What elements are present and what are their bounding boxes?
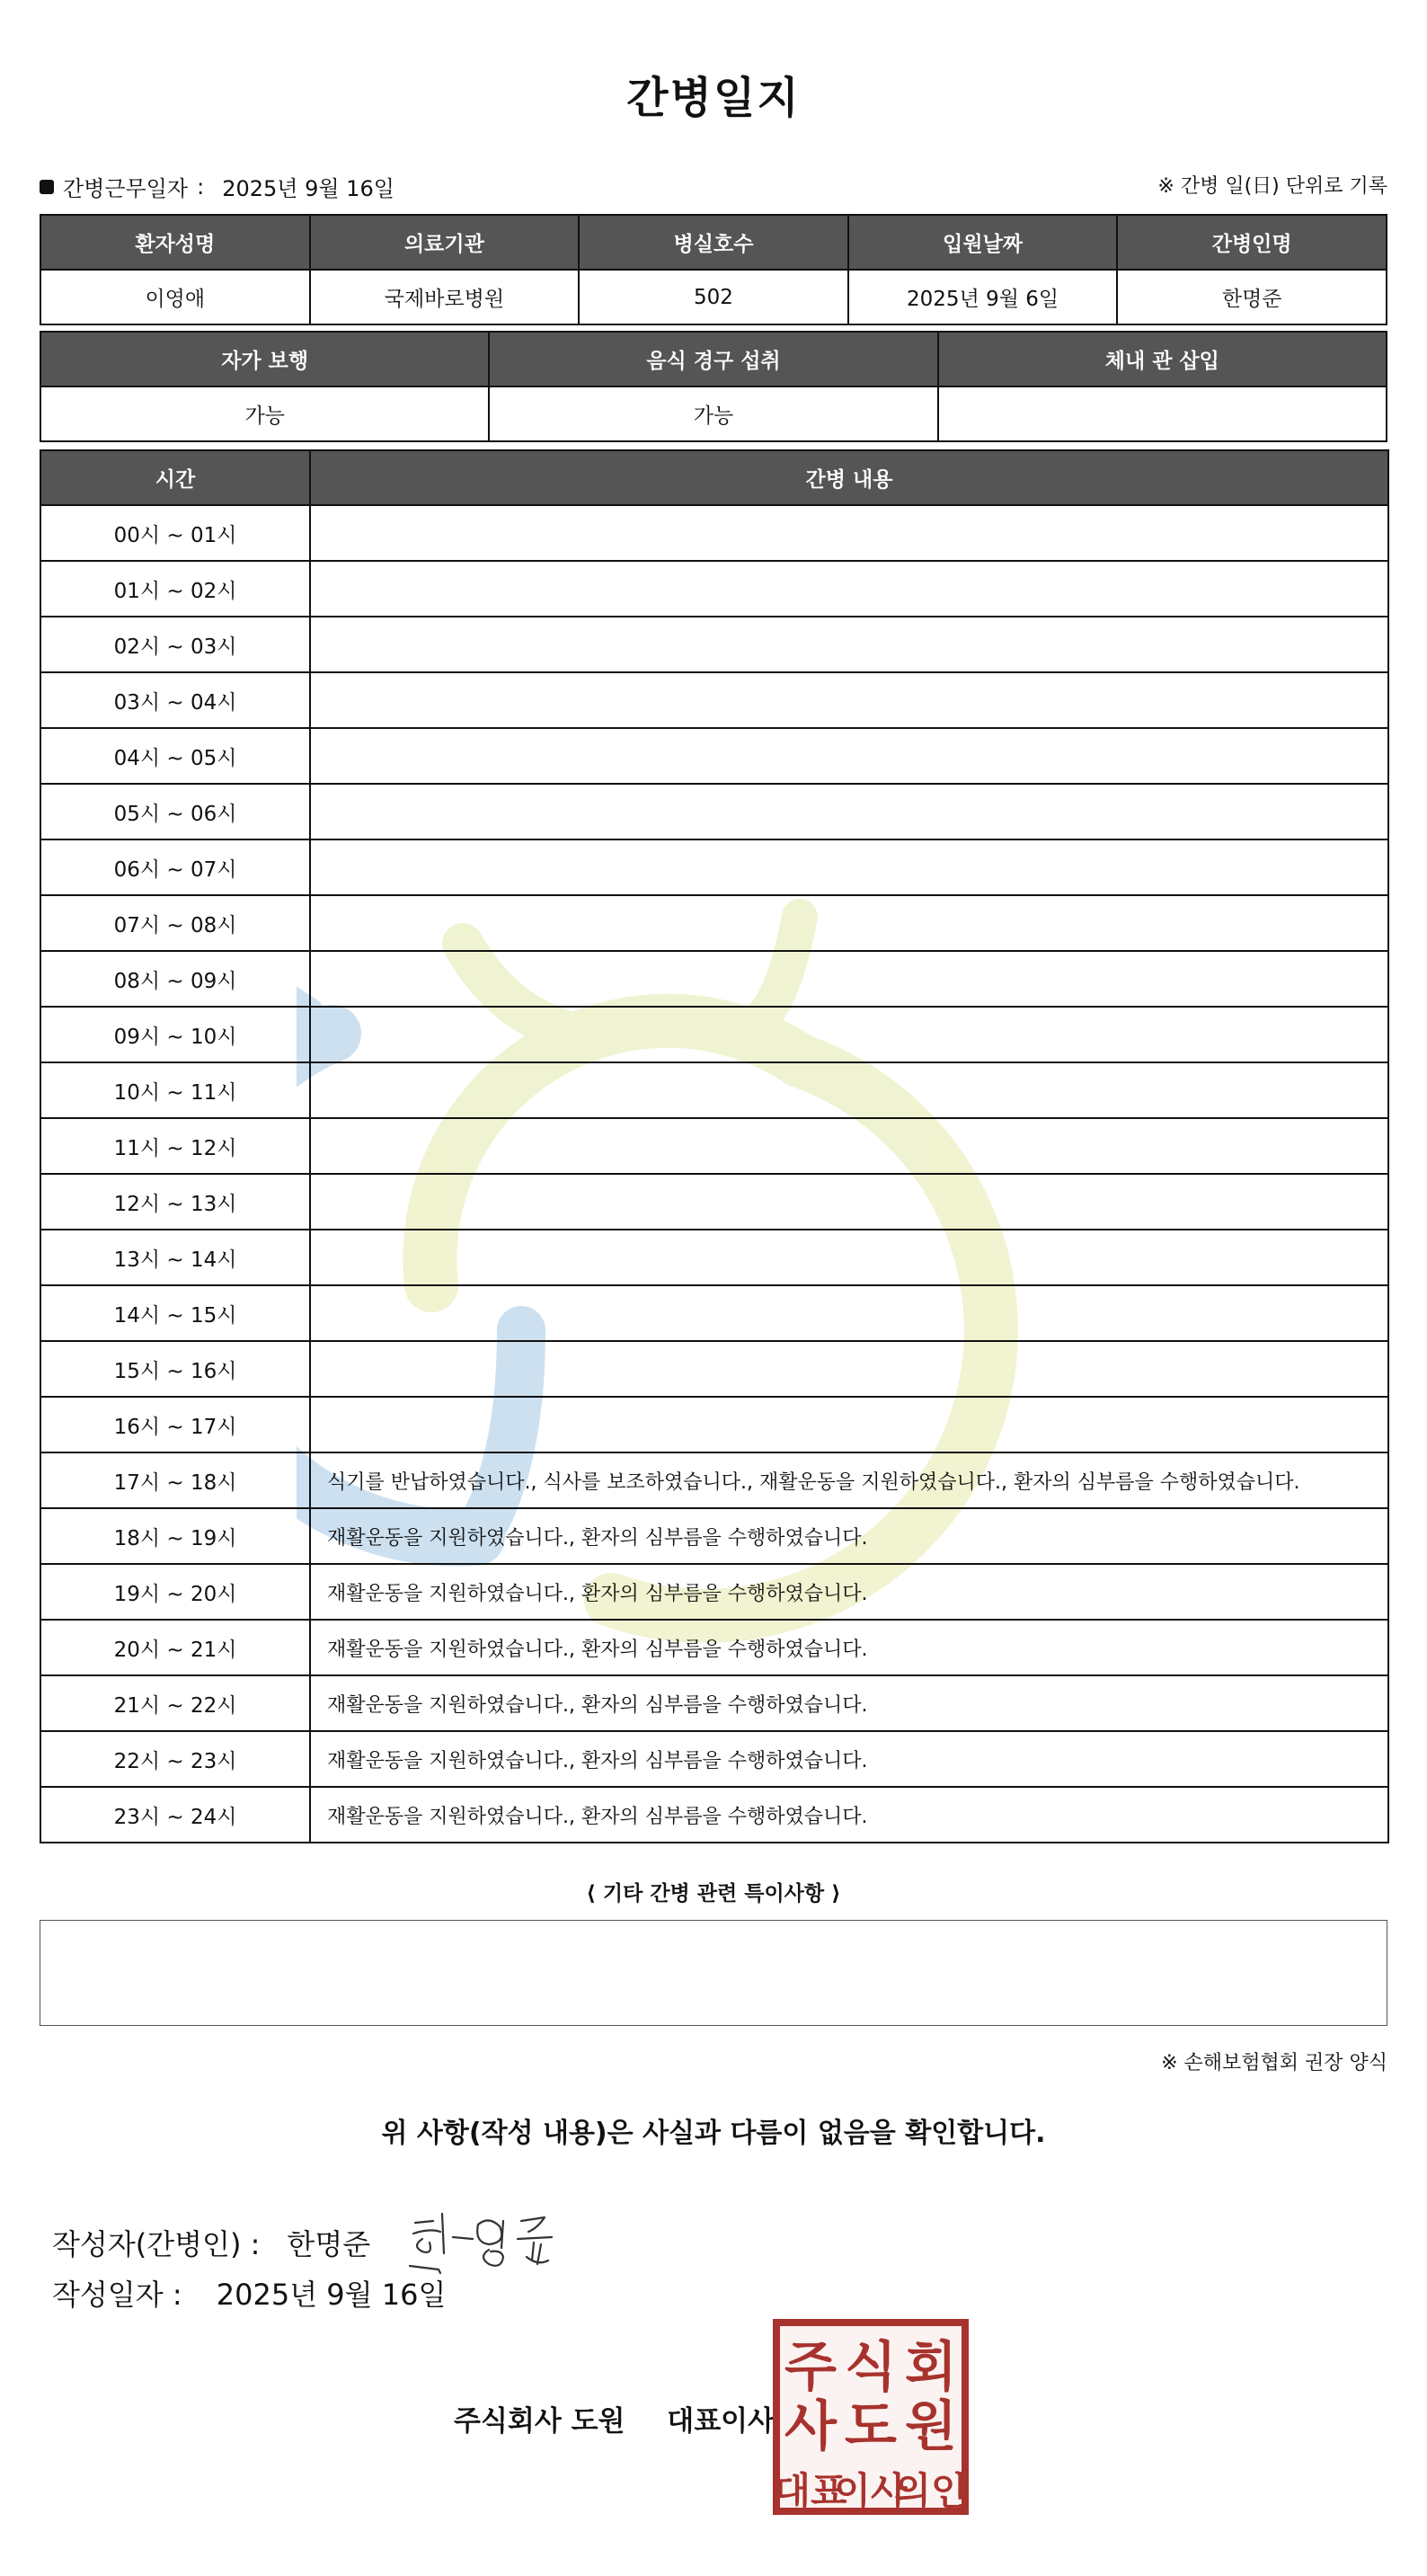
care-content <box>310 951 1388 1007</box>
seal-char: 회 <box>905 2336 957 2399</box>
time-slot: 23시 ~ 24시 <box>40 1787 310 1843</box>
representative-title: 대표이사 <box>667 2405 776 2438</box>
care-content <box>310 1174 1388 1230</box>
header-patient-name: 환자성명 <box>40 215 310 270</box>
care-content <box>310 1007 1388 1062</box>
table-row <box>40 1397 1388 1452</box>
table-row <box>40 1564 1388 1620</box>
care-log-rows <box>40 505 1388 1843</box>
care-content <box>310 728 1388 784</box>
table-row <box>40 1787 1388 1843</box>
time-slot: 10시 ~ 11시 <box>40 1062 310 1118</box>
self-walking-value: 가능 <box>40 386 489 441</box>
time-slot: 00시 ~ 01시 <box>40 505 310 561</box>
unit-note: ※ 간병 일(日) 단위로 기록 <box>1157 175 1387 198</box>
header-admission-date: 입원날짜 <box>848 215 1118 270</box>
seal-char: 이사 <box>834 2469 908 2513</box>
table-row <box>40 784 1388 839</box>
care-content <box>310 1397 1388 1452</box>
table-row <box>40 1675 1388 1731</box>
header-self-walking: 자가 보행 <box>40 332 489 386</box>
care-content <box>310 1341 1388 1397</box>
care-content: 재활운동을 지원하였습니다., 환자의 심부름을 수행하였습니다. <box>310 1731 1388 1787</box>
care-content <box>310 617 1388 672</box>
care-content <box>310 561 1388 617</box>
writer-line <box>52 2207 573 2278</box>
table-row <box>40 617 1388 672</box>
header-oral-intake: 음식 경구 섭취 <box>489 332 937 386</box>
time-slot: 18시 ~ 19시 <box>40 1508 310 1564</box>
header-caregiver-name: 간병인명 <box>1117 215 1387 270</box>
table-row <box>40 386 1387 441</box>
table-row <box>40 728 1388 784</box>
care-content <box>310 1118 1388 1174</box>
special-notes-box <box>40 1920 1387 2026</box>
written-date-value: 2025년 9월 16일 <box>216 2278 447 2312</box>
table-row <box>40 561 1388 617</box>
time-slot: 07시 ~ 08시 <box>40 895 310 951</box>
care-content: 재활운동을 지원하였습니다., 환자의 심부름을 수행하였습니다. <box>310 1564 1388 1620</box>
table-row <box>40 1230 1388 1285</box>
time-slot: 09시 ~ 10시 <box>40 1007 310 1062</box>
care-content: 재활운동을 지원하였습니다., 환자의 심부름을 수행하였습니다. <box>310 1675 1388 1731</box>
table-row <box>40 1452 1388 1508</box>
work-date-line <box>40 171 394 202</box>
table-header-row <box>40 450 1388 505</box>
time-slot: 16시 ~ 17시 <box>40 1397 310 1452</box>
table-header-row <box>40 215 1387 270</box>
patient-ability-table <box>40 331 1387 442</box>
table-row <box>40 505 1388 561</box>
time-slot: 04시 ~ 05시 <box>40 728 310 784</box>
written-date-label: 작성일자 : <box>52 2278 182 2312</box>
table-row <box>40 839 1388 895</box>
writer-name: 한명준 <box>287 2227 371 2261</box>
table-header-row <box>40 332 1387 386</box>
work-date-value: 2025년 9월 16일 <box>222 176 394 201</box>
room-number: 502 <box>579 270 848 324</box>
table-row <box>40 1174 1388 1230</box>
patient-info-table <box>40 214 1387 325</box>
time-slot: 20시 ~ 21시 <box>40 1620 310 1675</box>
time-slot: 13시 ~ 14시 <box>40 1230 310 1285</box>
table-row <box>40 1620 1388 1675</box>
header-hospital: 의료기관 <box>310 215 580 270</box>
time-slot: 01시 ~ 02시 <box>40 561 310 617</box>
handwritten-signature <box>403 2207 573 2278</box>
admission-date: 2025년 9월 6일 <box>848 270 1118 324</box>
care-content <box>310 784 1388 839</box>
time-slot: 03시 ~ 04시 <box>40 672 310 728</box>
time-slot: 22시 ~ 23시 <box>40 1731 310 1787</box>
oral-intake-value: 가능 <box>489 386 937 441</box>
tube-insertion-value <box>938 386 1387 441</box>
time-slot: 02시 ~ 03시 <box>40 617 310 672</box>
header-tube-insertion: 체내 관 삽입 <box>938 332 1387 386</box>
seal-char: 주 <box>784 2336 837 2399</box>
time-slot: 21시 ~ 22시 <box>40 1675 310 1731</box>
time-slot: 12시 ~ 13시 <box>40 1174 310 1230</box>
seal-char: 도 <box>845 2395 897 2458</box>
recommend-note: ※ 손해보험협회 권장 양식 <box>1161 2052 1387 2074</box>
seal-char: 식 <box>845 2336 897 2399</box>
care-content: 식기를 반납하였습니다., 식사를 보조하였습니다., 재활운동을 지원하였습니다., 환자의 심부름을 수행하였습니다. <box>310 1452 1388 1508</box>
time-slot: 05시 ~ 06시 <box>40 784 310 839</box>
table-row <box>40 1062 1388 1118</box>
document-title: 간병일지 <box>626 73 801 123</box>
care-log-table <box>40 449 1389 1843</box>
table-row <box>40 895 1388 951</box>
time-slot: 06시 ~ 07시 <box>40 839 310 895</box>
table-row <box>40 672 1388 728</box>
header-time: 시간 <box>40 450 310 505</box>
time-slot: 08시 ~ 09시 <box>40 951 310 1007</box>
header-care-content: 간병 내용 <box>310 450 1388 505</box>
care-content <box>310 895 1388 951</box>
care-content: 재활운동을 지원하였습니다., 환자의 심부름을 수행하였습니다. <box>310 1508 1388 1564</box>
company-seal-stamp <box>771 2317 971 2517</box>
table-row <box>40 1508 1388 1564</box>
table-row <box>40 1341 1388 1397</box>
company-line <box>454 2398 775 2438</box>
seal-char: 사 <box>784 2395 837 2458</box>
time-slot: 19시 ~ 20시 <box>40 1564 310 1620</box>
time-slot: 11시 ~ 12시 <box>40 1118 310 1174</box>
table-row <box>40 1731 1388 1787</box>
hospital-name: 국제바로병원 <box>310 270 580 324</box>
seal-char: 대표 <box>774 2469 847 2513</box>
patient-name: 이영애 <box>40 270 310 324</box>
care-content <box>310 672 1388 728</box>
written-date-line <box>52 2272 446 2314</box>
header-room-number: 병실호수 <box>579 215 848 270</box>
seal-char: 원 <box>905 2395 957 2458</box>
writer-label: 작성자(간병인) : <box>52 2227 261 2261</box>
care-content <box>310 1230 1388 1285</box>
care-content: 재활운동을 지원하였습니다., 환자의 심부름을 수행하였습니다. <box>310 1787 1388 1843</box>
care-content <box>310 1285 1388 1341</box>
bullet-square-icon <box>40 180 54 194</box>
time-slot: 15시 ~ 16시 <box>40 1341 310 1397</box>
care-content <box>310 1062 1388 1118</box>
time-slot: 14시 ~ 15시 <box>40 1285 310 1341</box>
work-date-separator: : <box>197 173 205 200</box>
table-row <box>40 1285 1388 1341</box>
table-row <box>40 1007 1388 1062</box>
table-row <box>40 270 1387 324</box>
care-content: 재활운동을 지원하였습니다., 환자의 심부름을 수행하였습니다. <box>310 1620 1388 1675</box>
time-slot: 17시 ~ 18시 <box>40 1452 310 1508</box>
caregiver-name: 한명준 <box>1117 270 1387 324</box>
care-content <box>310 839 1388 895</box>
special-notes-title: ⟨ 기타 간병 관련 특이사항 ⟩ <box>586 1882 841 1905</box>
care-content <box>310 505 1388 561</box>
table-row <box>40 1118 1388 1174</box>
work-date-label: 간병근무일자 <box>63 176 189 201</box>
table-row <box>40 951 1388 1007</box>
confirm-statement: 위 사항(작성 내용)은 사실과 다름이 없음을 확인합니다. <box>381 2118 1046 2149</box>
seal-char: 의인 <box>894 2469 968 2513</box>
company-name: 주식회사 도원 <box>454 2405 625 2438</box>
